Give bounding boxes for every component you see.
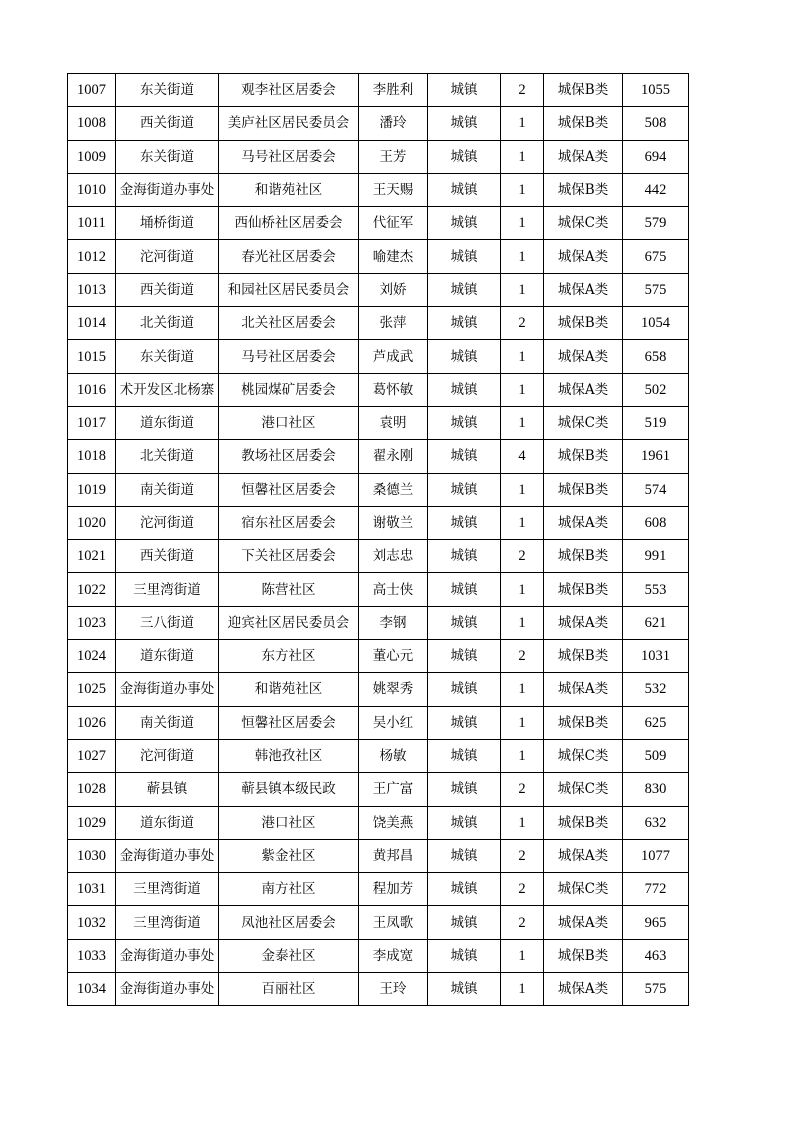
- cell-household-size: 2: [501, 873, 544, 906]
- cell-resident-name: 董心元: [359, 640, 428, 673]
- cell-household-size: 1: [501, 207, 544, 240]
- cell-household-size: 1: [501, 406, 544, 439]
- cell-community: 和谐苑社区: [219, 673, 359, 706]
- cell-insurance-category: 城保B类: [544, 473, 623, 506]
- cell-record-id: 1031: [68, 873, 116, 906]
- cell-household-type: 城镇: [428, 973, 501, 1006]
- cell-record-id: 1028: [68, 773, 116, 806]
- cell-street-office: 金海街道办事处: [116, 673, 219, 706]
- cell-community: 东方社区: [219, 640, 359, 673]
- table-row: [68, 939, 689, 972]
- cell-resident-name: 吴小红: [359, 706, 428, 739]
- cell-community: 美庐社区居民委员会: [219, 107, 359, 140]
- cell-monthly-amount: 579: [623, 207, 689, 240]
- cell-record-id: 1032: [68, 906, 116, 939]
- cell-street-office: 西关街道: [116, 540, 219, 573]
- cell-household-type: 城镇: [428, 906, 501, 939]
- cell-monthly-amount: 519: [623, 406, 689, 439]
- cell-community: 北关社区居委会: [219, 307, 359, 340]
- cell-insurance-category: 城保C类: [544, 207, 623, 240]
- cell-insurance-category: 城保A类: [544, 973, 623, 1006]
- cell-street-office: 西关街道: [116, 273, 219, 306]
- cell-community: 迎宾社区居民委员会: [219, 606, 359, 639]
- cell-resident-name: 王凤歌: [359, 906, 428, 939]
- cell-insurance-category: 城保A类: [544, 340, 623, 373]
- cell-household-type: 城镇: [428, 240, 501, 273]
- cell-insurance-category: 城保C类: [544, 406, 623, 439]
- cell-street-office: 金海街道办事处: [116, 839, 219, 872]
- cell-monthly-amount: 509: [623, 739, 689, 772]
- cell-insurance-category: 城保A类: [544, 273, 623, 306]
- cell-record-id: 1011: [68, 207, 116, 240]
- table-row: [68, 173, 689, 206]
- cell-monthly-amount: 694: [623, 140, 689, 173]
- cell-monthly-amount: 1055: [623, 74, 689, 107]
- cell-record-id: 1022: [68, 573, 116, 606]
- cell-community: 马号社区居委会: [219, 140, 359, 173]
- cell-household-size: 1: [501, 240, 544, 273]
- cell-resident-name: 喻建杰: [359, 240, 428, 273]
- cell-resident-name: 王玲: [359, 973, 428, 1006]
- cell-household-type: 城镇: [428, 773, 501, 806]
- table-row: [68, 606, 689, 639]
- cell-resident-name: 谢敬兰: [359, 506, 428, 539]
- cell-insurance-category: 城保A类: [544, 506, 623, 539]
- cell-resident-name: 代征军: [359, 207, 428, 240]
- cell-insurance-category: 城保A类: [544, 839, 623, 872]
- cell-household-size: 1: [501, 140, 544, 173]
- cell-resident-name: 李胜利: [359, 74, 428, 107]
- cell-household-size: 1: [501, 107, 544, 140]
- table-row: [68, 573, 689, 606]
- cell-monthly-amount: 463: [623, 939, 689, 972]
- cell-household-size: 2: [501, 839, 544, 872]
- cell-community: 和谐苑社区: [219, 173, 359, 206]
- cell-resident-name: 葛怀敏: [359, 373, 428, 406]
- cell-resident-name: 李成宽: [359, 939, 428, 972]
- table-row: [68, 340, 689, 373]
- cell-record-id: 1025: [68, 673, 116, 706]
- beneficiary-table-container: [67, 73, 689, 1006]
- table-row: [68, 706, 689, 739]
- cell-household-type: 城镇: [428, 74, 501, 107]
- cell-monthly-amount: 575: [623, 973, 689, 1006]
- cell-household-size: 1: [501, 373, 544, 406]
- cell-resident-name: 王天赐: [359, 173, 428, 206]
- cell-insurance-category: 城保A类: [544, 673, 623, 706]
- cell-record-id: 1010: [68, 173, 116, 206]
- cell-street-office: 东关街道: [116, 340, 219, 373]
- cell-insurance-category: 城保B类: [544, 640, 623, 673]
- cell-street-office: 三八街道: [116, 606, 219, 639]
- cell-street-office: 三里湾街道: [116, 873, 219, 906]
- cell-monthly-amount: 772: [623, 873, 689, 906]
- cell-record-id: 1009: [68, 140, 116, 173]
- cell-resident-name: 张萍: [359, 307, 428, 340]
- cell-insurance-category: 城保B类: [544, 706, 623, 739]
- cell-record-id: 1020: [68, 506, 116, 539]
- cell-street-office: 道东街道: [116, 406, 219, 439]
- cell-household-type: 城镇: [428, 673, 501, 706]
- cell-monthly-amount: 675: [623, 240, 689, 273]
- cell-household-size: 2: [501, 307, 544, 340]
- cell-insurance-category: 城保B类: [544, 307, 623, 340]
- table-row: [68, 74, 689, 107]
- cell-community: 下关社区居委会: [219, 540, 359, 573]
- cell-community: 陈营社区: [219, 573, 359, 606]
- cell-household-size: 1: [501, 673, 544, 706]
- cell-street-office: 北关街道: [116, 440, 219, 473]
- cell-household-type: 城镇: [428, 873, 501, 906]
- cell-street-office: 金海街道办事处: [116, 173, 219, 206]
- cell-street-office: 埇桥街道: [116, 207, 219, 240]
- cell-record-id: 1034: [68, 973, 116, 1006]
- table-row: [68, 440, 689, 473]
- cell-record-id: 1030: [68, 839, 116, 872]
- cell-resident-name: 袁明: [359, 406, 428, 439]
- cell-household-type: 城镇: [428, 839, 501, 872]
- table-row: [68, 839, 689, 872]
- cell-household-size: 1: [501, 806, 544, 839]
- cell-household-type: 城镇: [428, 107, 501, 140]
- cell-street-office: 三里湾街道: [116, 906, 219, 939]
- cell-household-size: 1: [501, 273, 544, 306]
- cell-household-size: 1: [501, 973, 544, 1006]
- cell-street-office: 沱河街道: [116, 739, 219, 772]
- cell-household-size: 1: [501, 939, 544, 972]
- cell-resident-name: 程加芳: [359, 873, 428, 906]
- cell-household-type: 城镇: [428, 606, 501, 639]
- table-body: [68, 74, 689, 1006]
- cell-household-type: 城镇: [428, 473, 501, 506]
- cell-insurance-category: 城保C类: [544, 739, 623, 772]
- cell-community: 马号社区居委会: [219, 340, 359, 373]
- table-row: [68, 973, 689, 1006]
- table-row: [68, 240, 689, 273]
- table-row: [68, 307, 689, 340]
- table-row: [68, 140, 689, 173]
- cell-household-type: 城镇: [428, 140, 501, 173]
- table-row: [68, 906, 689, 939]
- cell-record-id: 1027: [68, 739, 116, 772]
- cell-street-office: 金海街道办事处: [116, 939, 219, 972]
- table-row: [68, 473, 689, 506]
- cell-street-office: 沱河街道: [116, 506, 219, 539]
- cell-community: 西仙桥社区居委会: [219, 207, 359, 240]
- cell-record-id: 1016: [68, 373, 116, 406]
- cell-community: 南方社区: [219, 873, 359, 906]
- cell-household-size: 2: [501, 906, 544, 939]
- cell-street-office: 南关街道: [116, 473, 219, 506]
- cell-household-type: 城镇: [428, 373, 501, 406]
- cell-resident-name: 姚翠秀: [359, 673, 428, 706]
- cell-monthly-amount: 1031: [623, 640, 689, 673]
- cell-insurance-category: 城保B类: [544, 806, 623, 839]
- cell-monthly-amount: 1054: [623, 307, 689, 340]
- cell-household-type: 城镇: [428, 939, 501, 972]
- cell-street-office: 南关街道: [116, 706, 219, 739]
- cell-household-size: 1: [501, 473, 544, 506]
- cell-insurance-category: 城保A类: [544, 906, 623, 939]
- cell-household-type: 城镇: [428, 307, 501, 340]
- cell-community: 韩池孜社区: [219, 739, 359, 772]
- table-row: [68, 506, 689, 539]
- cell-household-size: 1: [501, 606, 544, 639]
- cell-household-size: 2: [501, 74, 544, 107]
- cell-monthly-amount: 553: [623, 573, 689, 606]
- table-row: [68, 640, 689, 673]
- cell-household-type: 城镇: [428, 207, 501, 240]
- cell-household-size: 4: [501, 440, 544, 473]
- cell-street-office: 术开发区北杨寨: [116, 373, 219, 406]
- cell-insurance-category: 城保C类: [544, 773, 623, 806]
- cell-community: 和园社区居民委员会: [219, 273, 359, 306]
- cell-community: 蕲县镇本级民政: [219, 773, 359, 806]
- cell-monthly-amount: 965: [623, 906, 689, 939]
- table-row: [68, 406, 689, 439]
- cell-household-type: 城镇: [428, 540, 501, 573]
- cell-record-id: 1024: [68, 640, 116, 673]
- cell-community: 紫金社区: [219, 839, 359, 872]
- cell-insurance-category: 城保B类: [544, 540, 623, 573]
- cell-record-id: 1021: [68, 540, 116, 573]
- cell-street-office: 沱河街道: [116, 240, 219, 273]
- cell-record-id: 1014: [68, 307, 116, 340]
- cell-street-office: 东关街道: [116, 140, 219, 173]
- cell-household-type: 城镇: [428, 440, 501, 473]
- cell-household-size: 1: [501, 506, 544, 539]
- cell-street-office: 道东街道: [116, 640, 219, 673]
- cell-community: 教场社区居委会: [219, 440, 359, 473]
- cell-household-size: 1: [501, 173, 544, 206]
- cell-community: 宿东社区居委会: [219, 506, 359, 539]
- cell-street-office: 金海街道办事处: [116, 973, 219, 1006]
- cell-record-id: 1029: [68, 806, 116, 839]
- cell-household-type: 城镇: [428, 273, 501, 306]
- cell-household-size: 2: [501, 640, 544, 673]
- cell-monthly-amount: 625: [623, 706, 689, 739]
- cell-monthly-amount: 658: [623, 340, 689, 373]
- cell-street-office: 道东街道: [116, 806, 219, 839]
- cell-household-type: 城镇: [428, 739, 501, 772]
- cell-record-id: 1015: [68, 340, 116, 373]
- cell-record-id: 1026: [68, 706, 116, 739]
- cell-record-id: 1019: [68, 473, 116, 506]
- cell-monthly-amount: 621: [623, 606, 689, 639]
- cell-monthly-amount: 1961: [623, 440, 689, 473]
- table-row: [68, 107, 689, 140]
- cell-resident-name: 黄邦昌: [359, 839, 428, 872]
- table-row: [68, 207, 689, 240]
- table-row: [68, 873, 689, 906]
- cell-community: 观李社区居委会: [219, 74, 359, 107]
- cell-insurance-category: 城保A类: [544, 240, 623, 273]
- cell-street-office: 三里湾街道: [116, 573, 219, 606]
- cell-street-office: 东关街道: [116, 74, 219, 107]
- cell-record-id: 1018: [68, 440, 116, 473]
- cell-resident-name: 桑德兰: [359, 473, 428, 506]
- cell-record-id: 1012: [68, 240, 116, 273]
- cell-resident-name: 翟永刚: [359, 440, 428, 473]
- cell-insurance-category: 城保B类: [544, 173, 623, 206]
- cell-insurance-category: 城保A类: [544, 140, 623, 173]
- cell-resident-name: 刘娇: [359, 273, 428, 306]
- cell-household-type: 城镇: [428, 706, 501, 739]
- table-row: [68, 773, 689, 806]
- cell-resident-name: 王芳: [359, 140, 428, 173]
- cell-household-type: 城镇: [428, 506, 501, 539]
- cell-community: 港口社区: [219, 806, 359, 839]
- table-row: [68, 373, 689, 406]
- cell-household-size: 1: [501, 706, 544, 739]
- cell-community: 金泰社区: [219, 939, 359, 972]
- cell-insurance-category: 城保B类: [544, 74, 623, 107]
- cell-record-id: 1023: [68, 606, 116, 639]
- table-row: [68, 673, 689, 706]
- cell-record-id: 1017: [68, 406, 116, 439]
- cell-insurance-category: 城保B类: [544, 573, 623, 606]
- cell-household-size: 1: [501, 340, 544, 373]
- cell-monthly-amount: 442: [623, 173, 689, 206]
- cell-insurance-category: 城保A类: [544, 606, 623, 639]
- cell-street-office: 西关街道: [116, 107, 219, 140]
- table-row: [68, 273, 689, 306]
- cell-monthly-amount: 508: [623, 107, 689, 140]
- cell-community: 港口社区: [219, 406, 359, 439]
- beneficiary-table: [67, 73, 689, 1006]
- cell-resident-name: 杨敏: [359, 739, 428, 772]
- cell-insurance-category: 城保C类: [544, 873, 623, 906]
- cell-resident-name: 李钢: [359, 606, 428, 639]
- cell-community: 桃园煤矿居委会: [219, 373, 359, 406]
- cell-household-size: 1: [501, 739, 544, 772]
- table-row: [68, 739, 689, 772]
- cell-record-id: 1013: [68, 273, 116, 306]
- table-row: [68, 540, 689, 573]
- cell-record-id: 1033: [68, 939, 116, 972]
- cell-household-size: 1: [501, 573, 544, 606]
- cell-insurance-category: 城保B类: [544, 107, 623, 140]
- cell-insurance-category: 城保B类: [544, 939, 623, 972]
- cell-record-id: 1008: [68, 107, 116, 140]
- cell-resident-name: 王广富: [359, 773, 428, 806]
- cell-household-type: 城镇: [428, 340, 501, 373]
- cell-household-type: 城镇: [428, 573, 501, 606]
- cell-monthly-amount: 1077: [623, 839, 689, 872]
- cell-insurance-category: 城保B类: [544, 440, 623, 473]
- cell-resident-name: 高士侠: [359, 573, 428, 606]
- cell-household-type: 城镇: [428, 640, 501, 673]
- table-row: [68, 806, 689, 839]
- cell-monthly-amount: 532: [623, 673, 689, 706]
- cell-household-type: 城镇: [428, 406, 501, 439]
- cell-monthly-amount: 608: [623, 506, 689, 539]
- cell-monthly-amount: 991: [623, 540, 689, 573]
- cell-household-size: 2: [501, 540, 544, 573]
- cell-record-id: 1007: [68, 74, 116, 107]
- cell-monthly-amount: 575: [623, 273, 689, 306]
- cell-monthly-amount: 502: [623, 373, 689, 406]
- cell-resident-name: 刘志忠: [359, 540, 428, 573]
- cell-household-type: 城镇: [428, 806, 501, 839]
- cell-monthly-amount: 632: [623, 806, 689, 839]
- cell-monthly-amount: 830: [623, 773, 689, 806]
- cell-resident-name: 饶美燕: [359, 806, 428, 839]
- cell-community: 恒馨社区居委会: [219, 473, 359, 506]
- cell-community: 春光社区居委会: [219, 240, 359, 273]
- cell-household-type: 城镇: [428, 173, 501, 206]
- cell-community: 百丽社区: [219, 973, 359, 1006]
- cell-resident-name: 潘玲: [359, 107, 428, 140]
- cell-household-size: 2: [501, 773, 544, 806]
- cell-street-office: 北关街道: [116, 307, 219, 340]
- cell-resident-name: 芦成武: [359, 340, 428, 373]
- cell-street-office: 蕲县镇: [116, 773, 219, 806]
- cell-community: 凤池社区居委会: [219, 906, 359, 939]
- cell-community: 恒馨社区居委会: [219, 706, 359, 739]
- cell-insurance-category: 城保A类: [544, 373, 623, 406]
- cell-monthly-amount: 574: [623, 473, 689, 506]
